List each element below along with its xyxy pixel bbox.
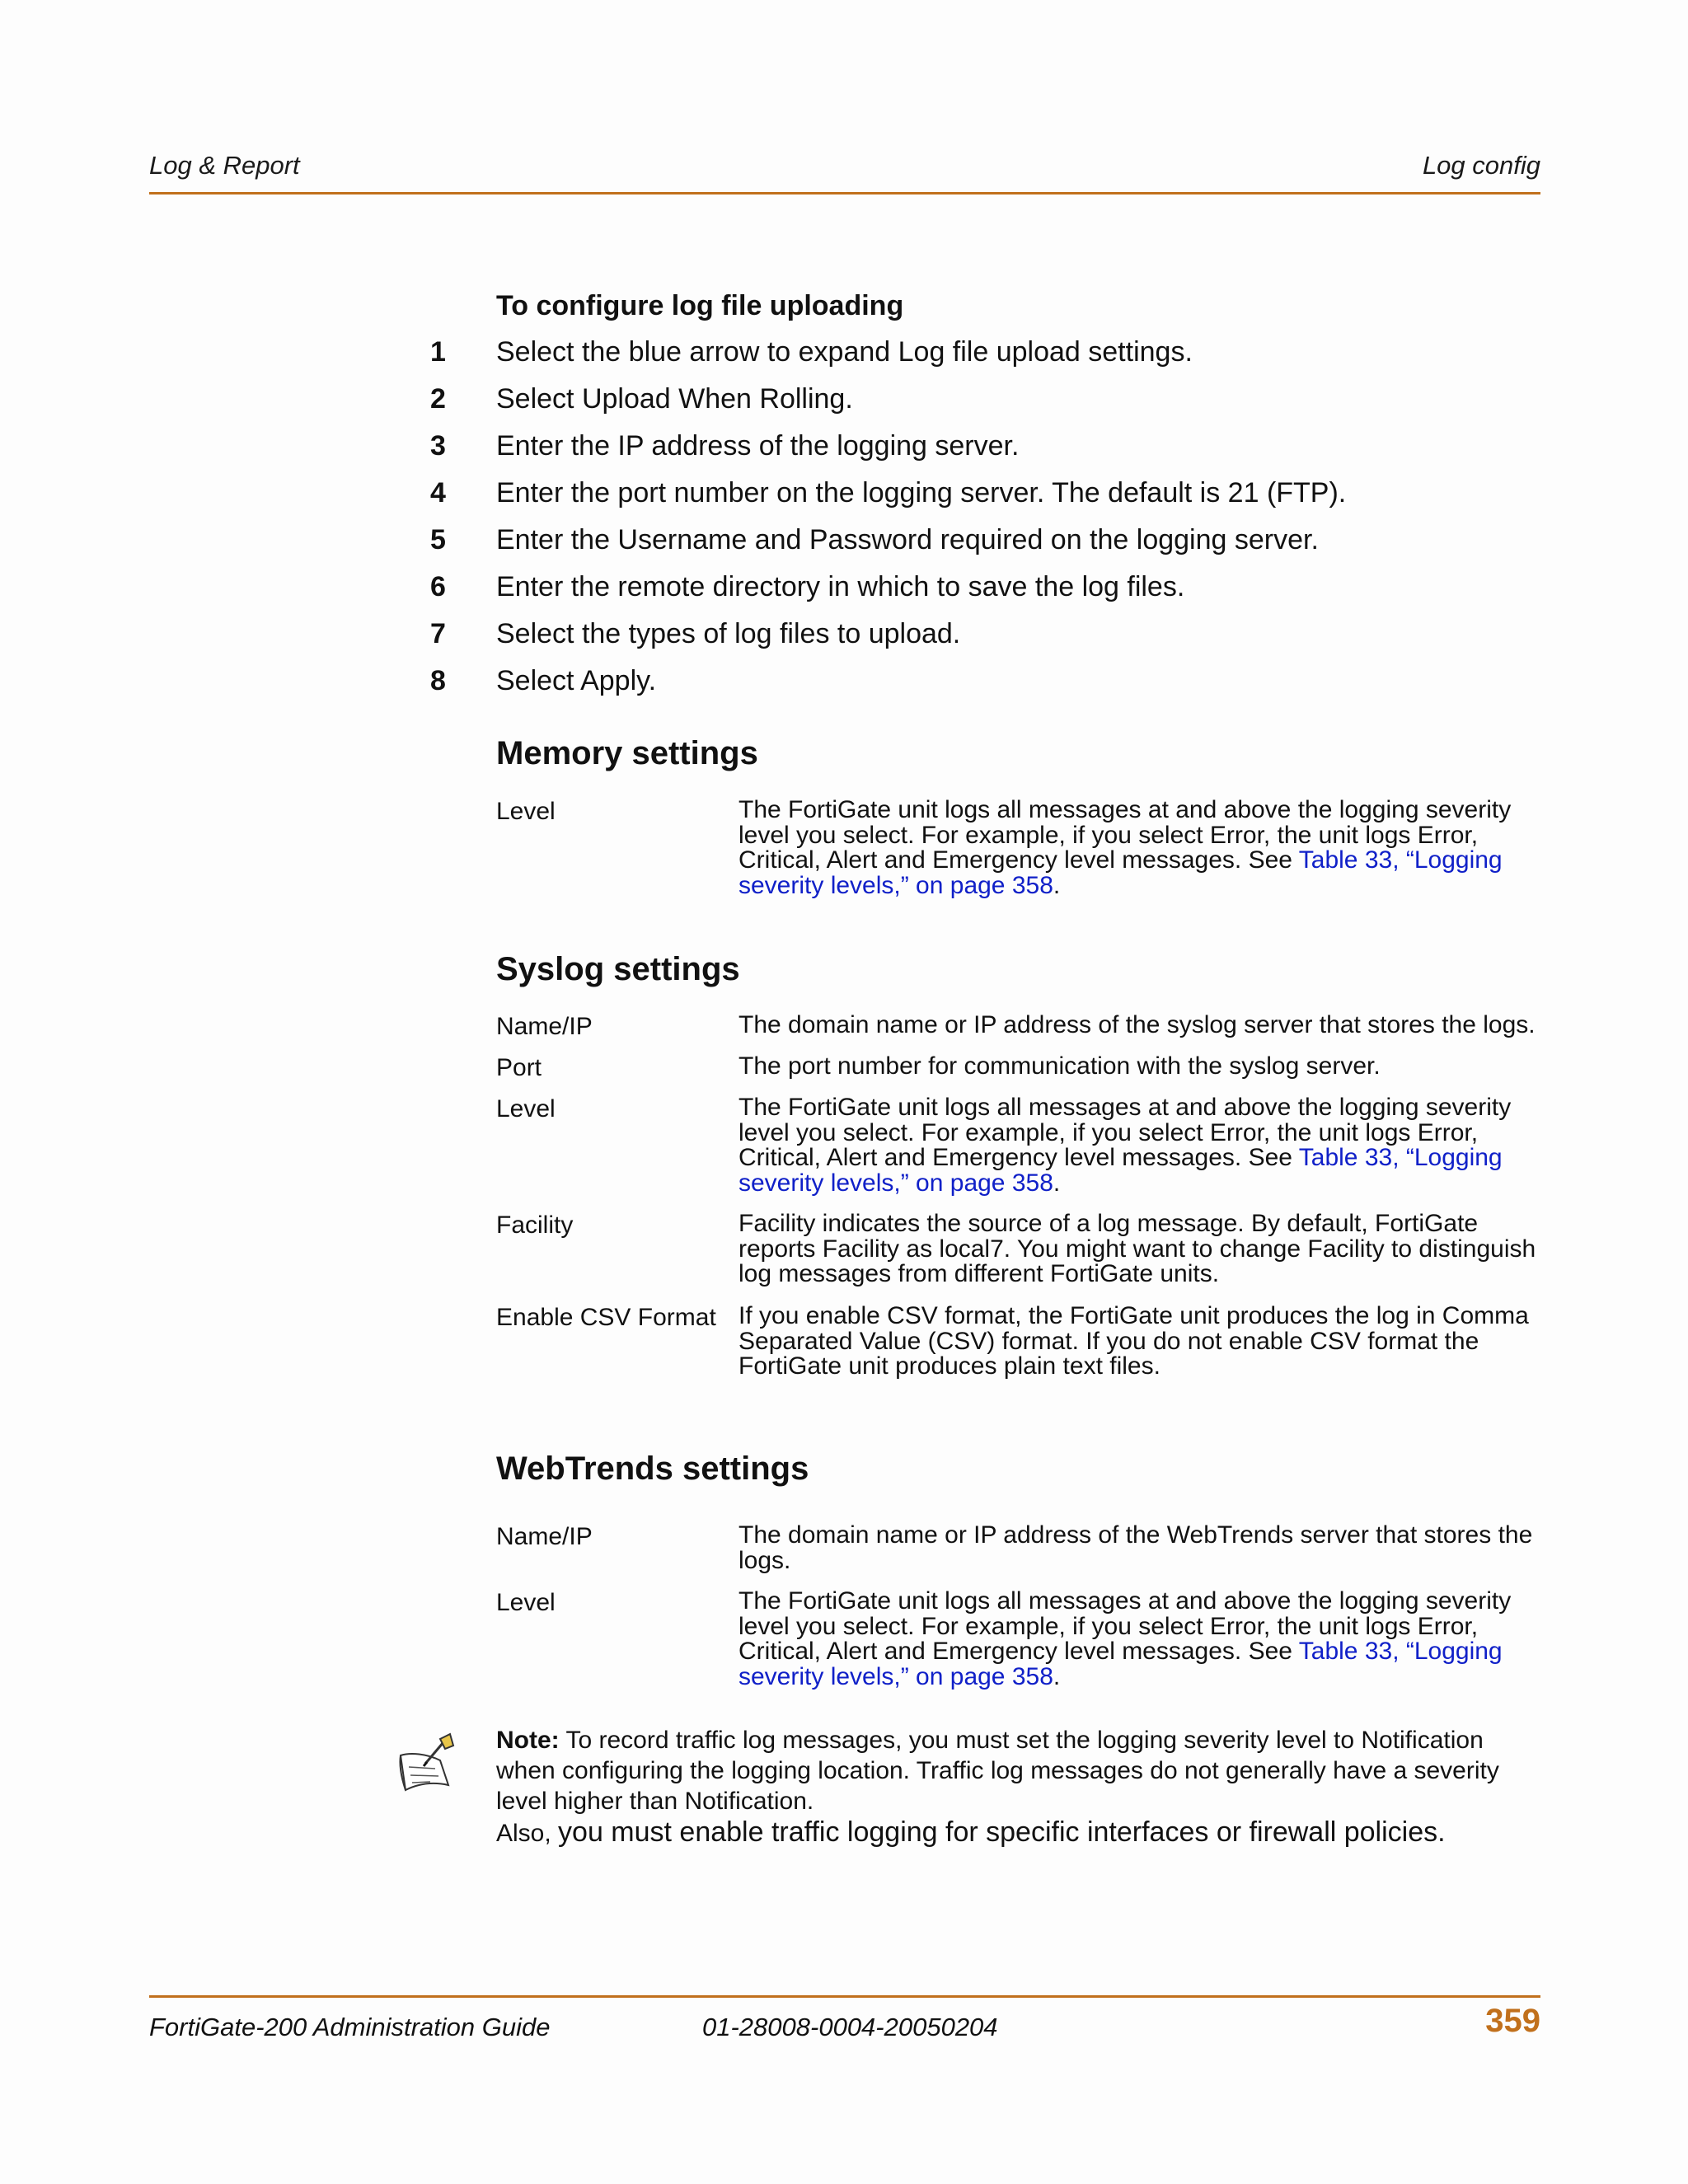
definition-term: Level <box>496 1589 556 1616</box>
definition-description: The domain name or IP address of the WebTrends server that stores the logs. <box>738 1521 1533 1574</box>
footer-document-id: 01-28008-0004-20050204 <box>702 2013 998 2041</box>
step-number: 5 <box>430 524 446 555</box>
definition-description: The FortiGate unit logs all messages at and above the logging severity level you select. For example, if you select Error, the unit logs Error, Critical, Alert and Emergency level messages. See Table 33, “Logging severity levels,” on page 358. <box>738 796 1512 899</box>
step-number: 6 <box>430 571 446 602</box>
procedure-step <box>0 571 1688 617</box>
definition-term: Port <box>496 1054 542 1081</box>
step-text: Select the types of log files to upload. <box>496 618 961 649</box>
step-number: 2 <box>430 383 446 415</box>
step-number: 1 <box>430 336 446 368</box>
step-number: 8 <box>430 665 446 696</box>
definition-term: Level <box>496 1095 556 1122</box>
procedure-step <box>0 477 1688 523</box>
note-text: Note: To record traffic log messages, you must set the logging severity level to Notification when configuring the logging location. Traffic log messages do not generally have a severity level higher than Notification. <box>496 1727 1499 1815</box>
step-number: 3 <box>430 430 446 462</box>
step-text: Enter the port number on the logging server. The default is 21 (FTP). <box>496 477 1347 509</box>
definition-description: The FortiGate unit logs all messages at and above the logging severity level you select. For example, if you select Error, the unit logs Error, Critical, Alert and Emergency level messages. See Table 33, “Logging severity levels,” on page 358. <box>738 1094 1512 1197</box>
definition-term: Enable CSV Format <box>496 1304 716 1331</box>
step-text: Enter the remote directory in which to save the log files. <box>496 571 1185 602</box>
cross-reference-link[interactable]: Table 33, “Logging severity levels,” on page 358 <box>738 1144 1503 1197</box>
header-rule <box>149 192 1540 194</box>
procedure-step <box>0 430 1688 476</box>
step-text: Enter the Username and Password required on the logging server. <box>496 524 1319 555</box>
definition-description: The domain name or IP address of the syslog server that stores the logs. <box>738 1011 1536 1038</box>
note-label: Note: <box>496 1727 560 1754</box>
procedure-step <box>0 665 1688 711</box>
step-text: Select Apply. <box>496 665 657 696</box>
step-number: 7 <box>430 618 446 649</box>
section-heading-syslog: Syslog settings <box>496 951 740 987</box>
cross-reference-link[interactable]: Table 33, “Logging severity levels,” on page 358 <box>738 846 1503 899</box>
procedure-step <box>0 383 1688 429</box>
step-text: Enter the IP address of the logging server. <box>496 430 1020 462</box>
running-header-section: Log & Report <box>149 151 300 180</box>
procedure-step <box>0 524 1688 570</box>
definition-term: Facility <box>496 1212 574 1239</box>
footer-rule <box>149 1995 1540 1998</box>
step-text: Select Upload When Rolling. <box>496 383 853 415</box>
section-heading-webtrends: WebTrends settings <box>496 1451 809 1487</box>
procedure-step <box>0 336 1688 382</box>
definition-term: Level <box>496 798 556 825</box>
section-heading-memory: Memory settings <box>496 735 758 771</box>
definition-term: Name/IP <box>496 1523 593 1550</box>
procedure-step <box>0 618 1688 664</box>
note-followup: Also, you must enable traffic logging for specific interfaces or firewall policies. <box>496 1816 1446 1848</box>
definition-description: The port number for communication with the syslog server. <box>738 1052 1381 1080</box>
procedure-title: To configure log file uploading <box>496 290 904 321</box>
step-number: 4 <box>430 477 446 509</box>
footer-guide-title: FortiGate-200 Administration Guide <box>149 2013 551 2041</box>
step-text: Select the blue arrow to expand Log file upload settings. <box>496 336 1193 368</box>
definition-description: Facility indicates the source of a log message. By default, FortiGate reports Facility as local7. You might want to change Facility to distinguish log messages from different FortiGate units. <box>738 1210 1536 1287</box>
definition-description: The FortiGate unit logs all messages at and above the logging severity level you select. For example, if you select Error, the unit logs Error, Critical, Alert and Emergency level messages. See Table 33, “Logging severity levels,” on page 358. <box>738 1587 1512 1690</box>
cross-reference-link[interactable]: Table 33, “Logging severity levels,” on page 358 <box>738 1638 1503 1690</box>
page-number: 359 <box>1485 2003 1540 2039</box>
note-pen-icon <box>394 1731 463 1800</box>
running-header-topic: Log config <box>1422 151 1540 180</box>
definition-term: Name/IP <box>496 1013 593 1040</box>
definition-description: If you enable CSV format, the FortiGate unit produces the log in Comma Separated Value (CSV) format. If you do not enable CSV format the FortiGate unit produces plain text files. <box>738 1302 1529 1380</box>
